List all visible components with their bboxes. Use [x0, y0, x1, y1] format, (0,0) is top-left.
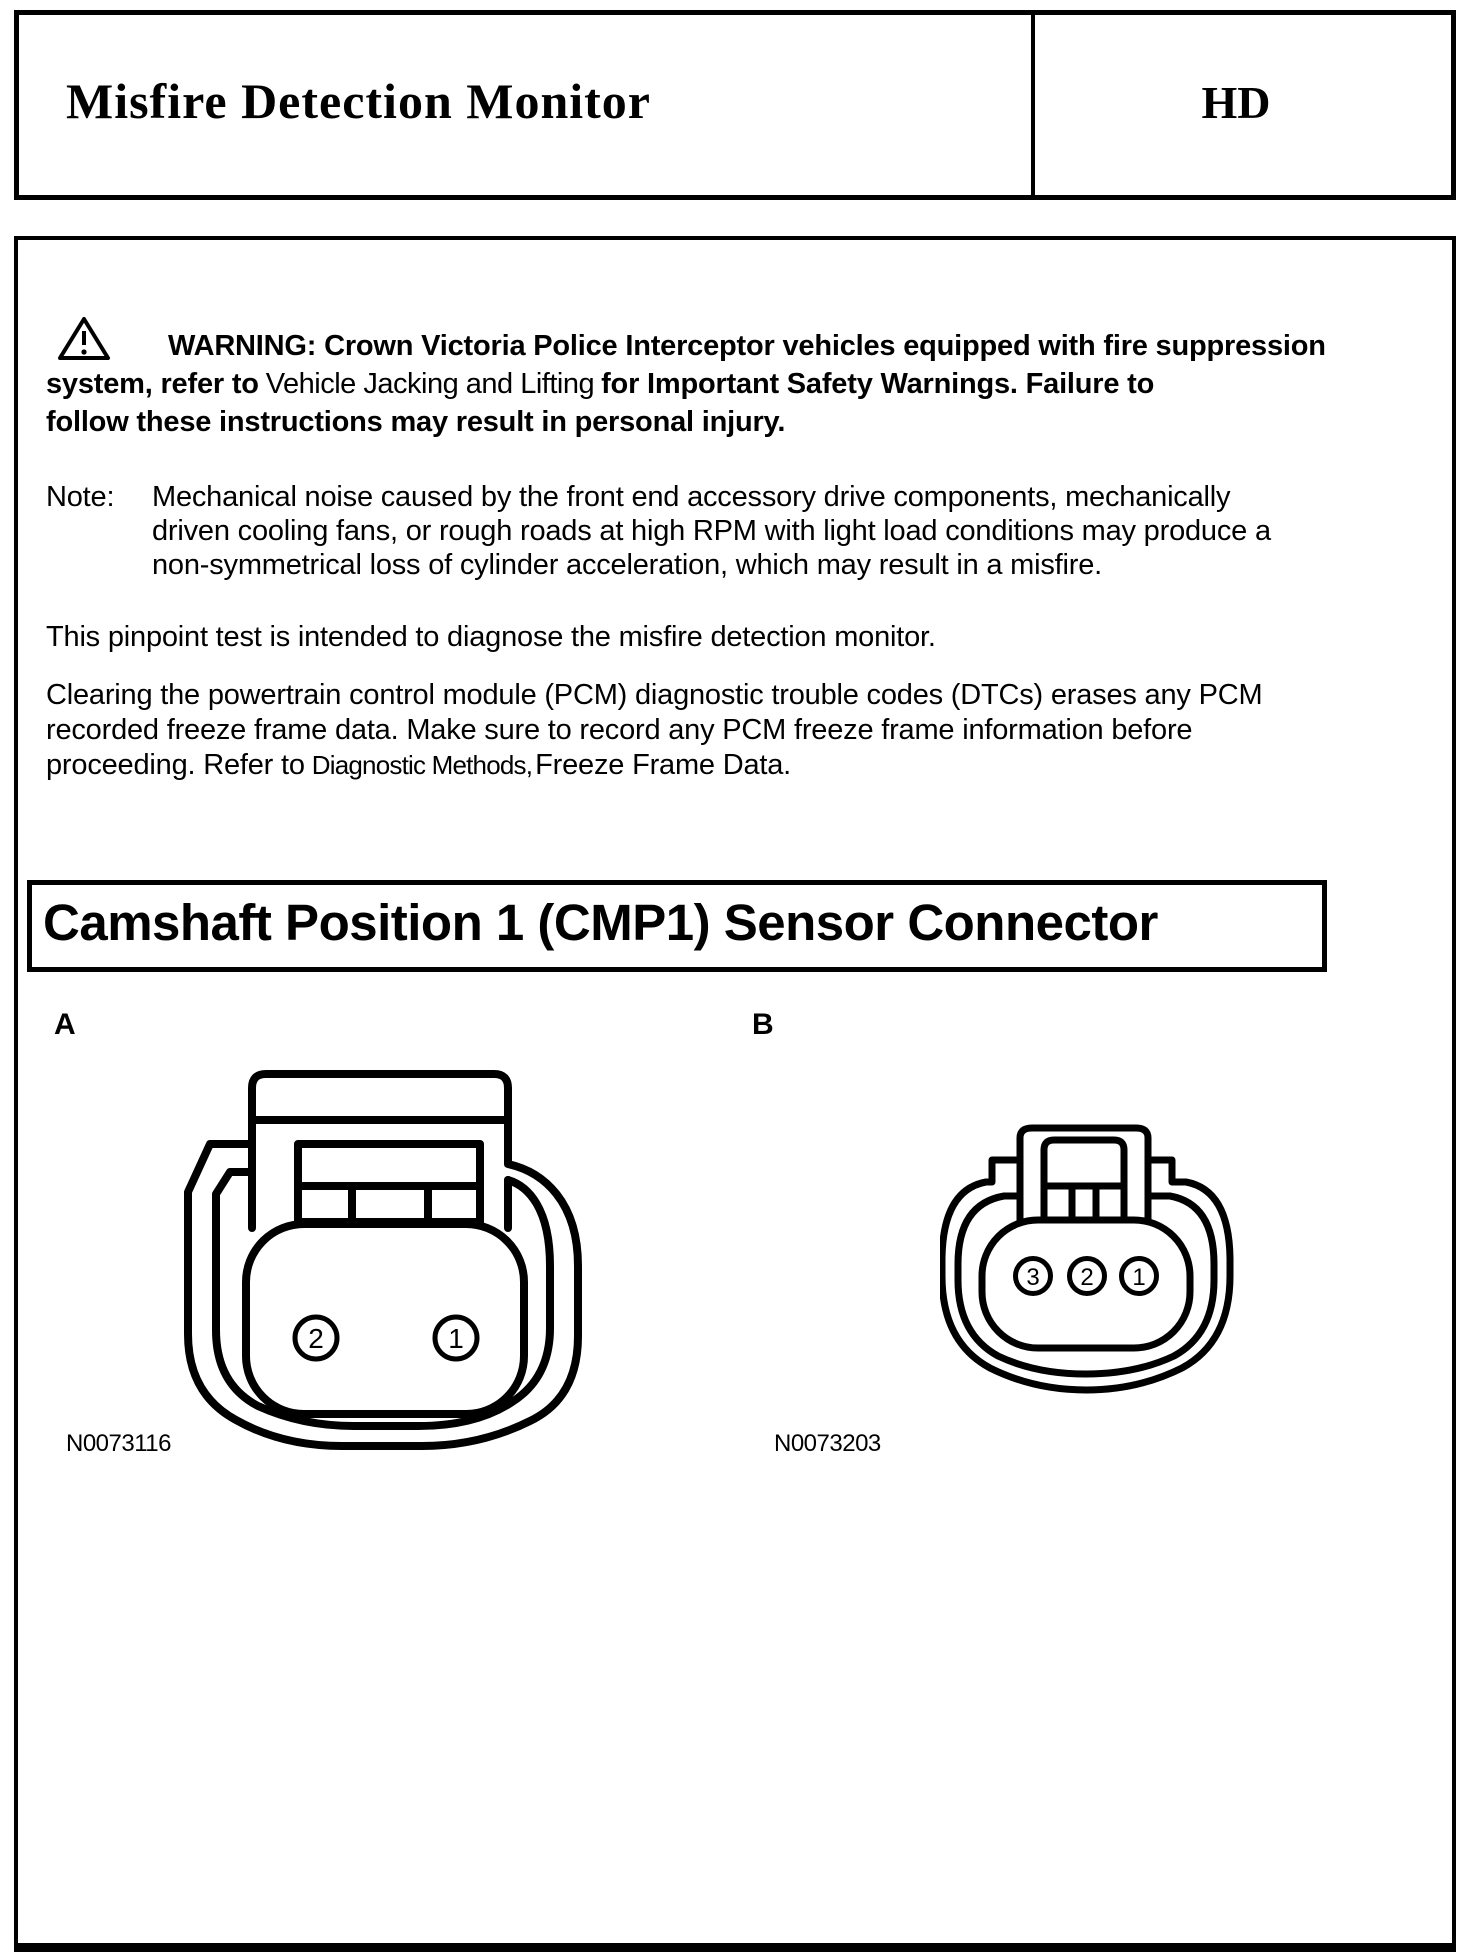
clearing-line-1: Clearing the powertrain control module (PCM) diagnostic trouble codes (DTCs) erases any PCM: [46, 679, 1263, 711]
connector-b-pin-1-number: 1: [1132, 1264, 1146, 1291]
warning-triangle-icon: [56, 314, 112, 364]
note-line-3: non-symmetrical loss of cylinder acceleration, which may result in a misfire.: [152, 549, 1102, 581]
figure-a-image-id: N0073116: [66, 1430, 171, 1457]
warning-line-2: [46, 368, 1154, 401]
section-code: HD: [1201, 77, 1271, 128]
note-line-2: driven cooling fans, or rough roads at high RPM with light load conditions may produce a: [152, 515, 1271, 547]
note-line-1: Mechanical noise caused by the front end accessory drive components, mechanically: [152, 481, 1231, 513]
diagnostic-methods-reference: Diagnostic Methods,: [311, 750, 533, 780]
figure-b-label: B: [752, 1008, 774, 1041]
vehicle-jacking-reference: Vehicle Jacking and Lifting: [265, 368, 595, 400]
connector-a-latch-cells: [298, 1186, 480, 1222]
section-title: Camshaft Position 1 (CMP1) Sensor Connector: [43, 894, 1158, 951]
clearing-line-3-pre: proceeding. Refer to: [46, 749, 305, 781]
figure-a-label: A: [54, 1008, 76, 1041]
connector-b-pin-2-number: 2: [1080, 1264, 1094, 1291]
connector-a-pin-2-number: 2: [308, 1323, 324, 1354]
connector-b-pin-3-number: 3: [1026, 1264, 1040, 1291]
connector-a-diagram: [182, 1068, 584, 1452]
clearing-line-3: [46, 749, 791, 782]
warning-line-2-pre: system, refer to: [46, 368, 259, 400]
connector-b-diagram: [940, 1124, 1236, 1394]
connector-a-pin-1-number: 1: [448, 1323, 464, 1354]
connector-a-socket-face: [246, 1224, 524, 1414]
page-title: Misfire Detection Monitor: [66, 73, 651, 129]
figure-b-image-id: N0073203: [774, 1430, 881, 1457]
freeze-frame-reference: Freeze Frame Data.: [535, 749, 792, 781]
warning-line-2-post: for Important Safety Warnings. Failure to: [601, 368, 1155, 400]
clearing-line-2: recorded freeze frame data. Make sure to record any PCM freeze frame information before: [46, 714, 1193, 746]
connector-b-pins: [1016, 1259, 1157, 1294]
warning-line-1: WARNING: Crown Victoria Police Interceptor vehicles equipped with fire suppression: [168, 330, 1326, 362]
pinpoint-paragraph: This pinpoint test is intended to diagnose the misfire detection monitor.: [46, 621, 936, 653]
note-label: Note:: [46, 481, 115, 513]
connector-a-latch-window: [298, 1144, 480, 1186]
warning-line-3: follow these instructions may result in personal injury.: [46, 406, 786, 438]
